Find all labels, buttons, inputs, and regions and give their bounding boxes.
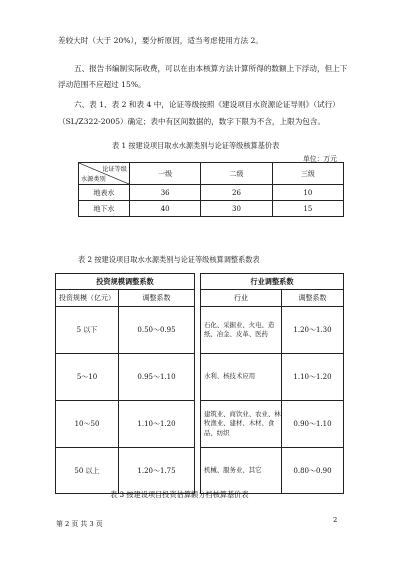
- table2-industry: 水利、核技术应用: [201, 354, 282, 401]
- table2-industry: 建筑业、商饮业、农业、林牧渔业、建材、木材、食品、纺织: [201, 401, 282, 448]
- table2-scale-coef: 1.20～1.75: [119, 448, 195, 494]
- page-footer-left: 第 2 页 共 3 页: [56, 520, 103, 528]
- table1-corner-bottom: 水源类别: [81, 176, 106, 183]
- table1-col-header: 二级: [201, 163, 272, 185]
- table2-caption: 表 2 按建设项目取水水源类别与论证等级核算调整系数表: [78, 255, 260, 264]
- table2-industry: 石化、采掘业、火电、造纸、冶金、皮革、医药: [201, 307, 282, 354]
- table1-row-label: 地下水: [79, 201, 130, 217]
- table1-corner-cell: [79, 163, 130, 185]
- table2-industry-block: [200, 273, 344, 494]
- table1-col-header: 三级: [272, 163, 343, 185]
- page-number: 2: [333, 516, 338, 524]
- table2-right-header: 行业: [201, 290, 282, 307]
- table1: [78, 162, 344, 217]
- table1-corner-top: 论证等级: [102, 166, 127, 173]
- table3-caption: 表 3 按建设项目投资估算额分档核算基价表: [110, 490, 249, 499]
- paragraph-line-2: 五、报告书编制实际收费，可以在由本核算方法计算所得的数额上下浮动，但上下: [74, 64, 348, 73]
- table1-cell: 40: [130, 201, 201, 217]
- table2-right-header: 调整系数: [282, 290, 344, 307]
- table2-industry: 机械、服务业、其它: [201, 448, 282, 494]
- paragraph-line-1: 差较大时（大于 20%），要分析原因，适当考虑使用方法 2。: [58, 36, 263, 45]
- paragraph-line-5: （SL/Z322-2005）确定；表中有区间数据的，数字下限为不含，上限为包含。: [58, 117, 326, 126]
- table2-left-header: 调整系数: [119, 290, 195, 307]
- table2-right-title: 行业调整系数: [201, 274, 344, 290]
- table1-row-label: 地表水: [79, 185, 130, 201]
- table2-scale-block: [55, 273, 195, 494]
- table2-scale-coef: 0.50～0.95: [119, 307, 195, 354]
- table2-scale: 5～10: [56, 354, 119, 401]
- table1-unit: 单位：万元: [303, 155, 337, 163]
- table2-industry-coef: 0.90～1.10: [282, 401, 344, 448]
- table2-scale: 50 以上: [56, 448, 119, 494]
- table2-left-title: 投资规模调整系数: [56, 274, 195, 290]
- paragraph-line-4: 六、表 1、表 2 和表 4 中，论证等级按照《建设项目水资源论证导则》（试行）: [74, 100, 340, 109]
- table1-cell: 30: [201, 201, 272, 217]
- table1-caption: 表 1 按建设项目取水水源类别与论证等级核算基价表: [112, 141, 280, 150]
- table1-cell: 10: [272, 185, 343, 201]
- table2-industry-coef: 1.20～1.30: [282, 307, 344, 354]
- table1-cell: 15: [272, 201, 343, 217]
- table1-col-header: 一级: [130, 163, 201, 185]
- table1-cell: 36: [130, 185, 201, 201]
- paragraph-line-3: 浮动范围不应超过 15%。: [58, 80, 146, 89]
- table2-industry-coef: 1.10～1.20: [282, 354, 344, 401]
- table2-scale: 10～50: [56, 401, 119, 448]
- table2-industry-coef: 0.80～0.90: [282, 448, 344, 494]
- table2-scale: 5 以下: [56, 307, 119, 354]
- table2-scale-coef: 0.95～1.10: [119, 354, 195, 401]
- table1-cell: 26: [201, 185, 272, 201]
- table2-scale-coef: 1.10～1.20: [119, 401, 195, 448]
- table2-left-header: 投资规模（亿元）: [56, 290, 119, 307]
